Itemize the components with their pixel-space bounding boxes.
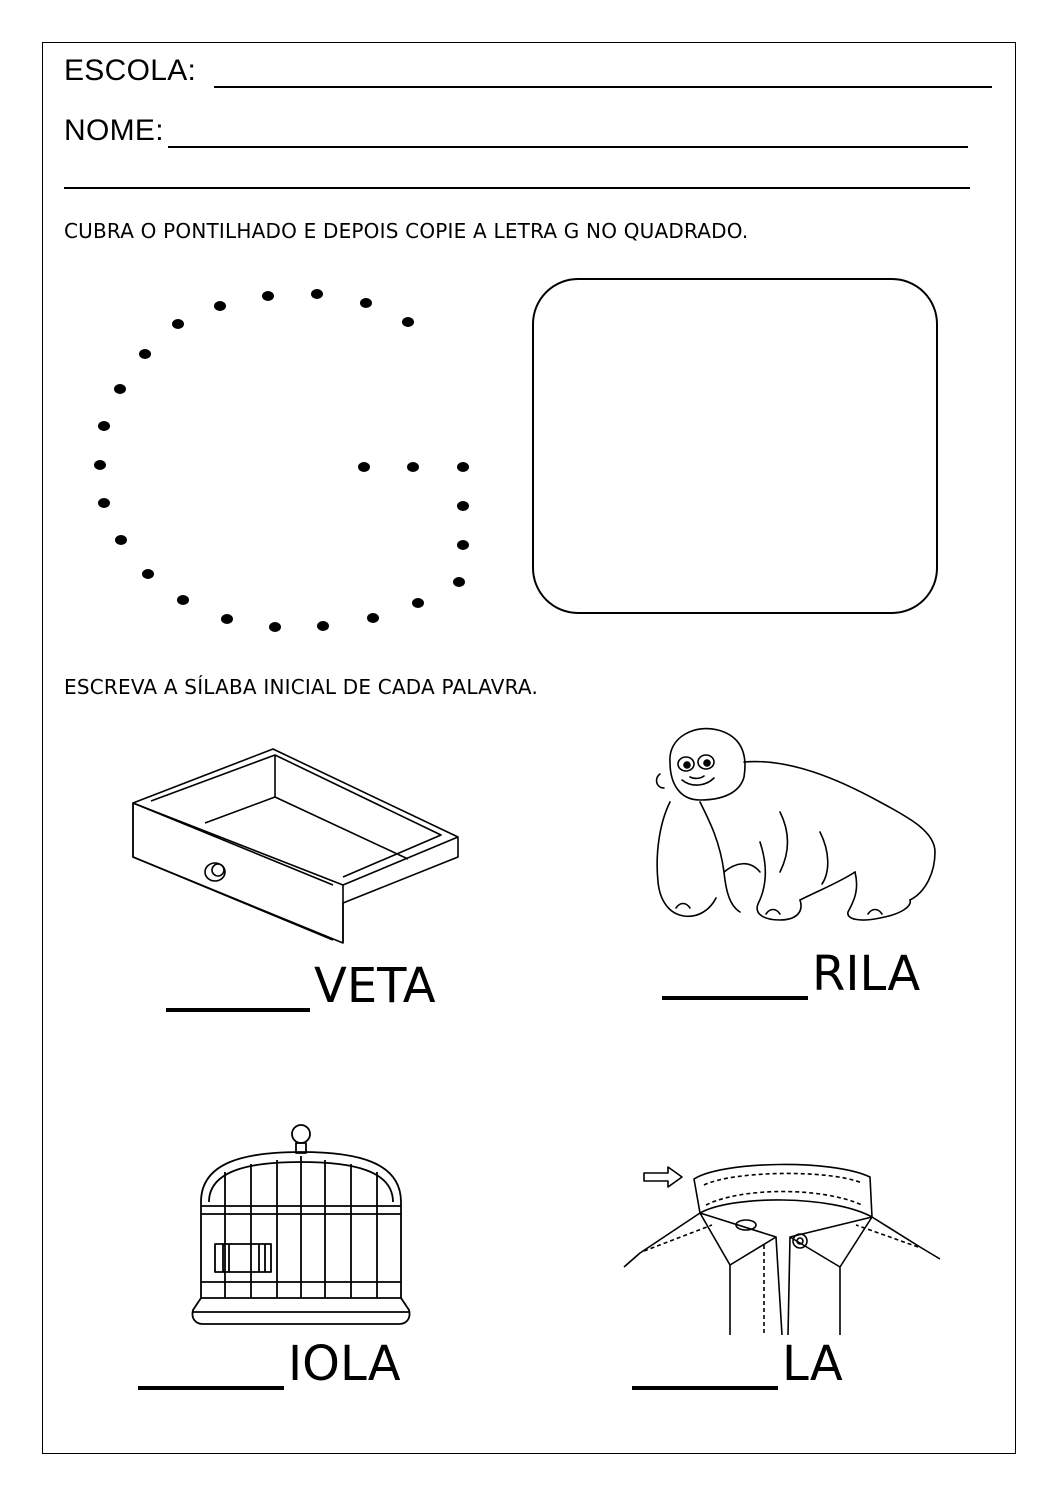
word-suffix-2: RILA: [812, 946, 921, 1002]
answer-blank-4[interactable]: [632, 1386, 778, 1390]
drawer-icon: [125, 745, 465, 945]
answer-blank-3[interactable]: [138, 1386, 284, 1390]
word-suffix-3: IOLA: [288, 1336, 401, 1392]
syllable-instruction: ESCREVA A SÍLABA INICIAL DE CADA PALAVRA.: [64, 675, 539, 699]
shirt-collar-icon: [622, 1155, 942, 1335]
birdcage-icon: [185, 1122, 417, 1334]
answer-blank-2[interactable]: [662, 996, 808, 1000]
word-suffix-4: LA: [782, 1336, 843, 1392]
school-label: ESCOLA:: [64, 54, 197, 87]
trace-instruction: CUBRA O PONTILHADO E DEPOIS COPIE A LETRA G NO QUADRADO.: [64, 219, 749, 243]
copy-letter-box[interactable]: [532, 278, 938, 614]
answer-blank-1[interactable]: [166, 1008, 310, 1012]
name-label: NOME:: [64, 114, 164, 147]
gorilla-icon: [640, 722, 940, 927]
word-suffix-1: VETA: [314, 958, 436, 1014]
